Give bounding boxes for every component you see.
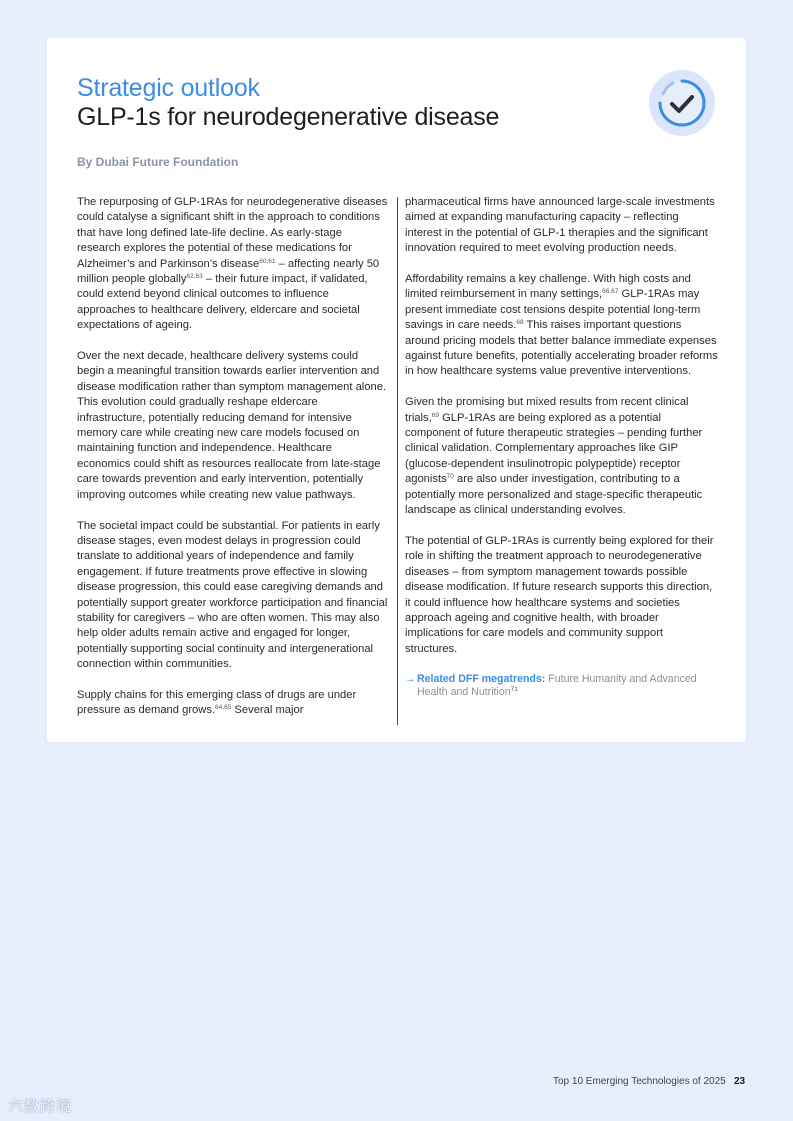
footnote-ref[interactable]: 62,63 (186, 273, 203, 281)
page-title: GLP-1s for neurodegenerative disease (77, 103, 500, 131)
footnote-ref[interactable]: 68 (516, 319, 524, 327)
paragraph: Over the next decade, healthcare delivery systems could begin a meaningful transition towards earlier intervention and disease modification rather than symptom management alone. This evolution could gradually reshape eldercare infrastructure, potentially reducing demand for intensive memory care while creating new care models focused on maintaining function and independence. Healthcare economics could shift as resources reallocate from late-stage care towards prevention and early intervention, potentially improving outcomes while creating new value pathways. (77, 350, 387, 501)
page-number: 23 (734, 1076, 746, 1087)
footnote-ref[interactable]: 66,67 (602, 288, 619, 296)
related-megatrends-link[interactable]: → Related DFF megatrends: Future Humanity and Advanced Health and Nutrition$^{71}$ (405, 672, 697, 698)
paragraph: Supply chains for this emerging class of drugs are under pressure as demand grows.$^{64,65}$ Several major (77, 688, 357, 717)
right-column (405, 195, 718, 699)
left-column (77, 195, 388, 734)
related-label: Related DFF megatrends: (417, 672, 546, 685)
watermark: 六数跨境 (8, 1098, 73, 1115)
paragraph: Affordability remains a key challenge. With high costs and limited reimbursement in many settings,$^{66,67}$ GLP-1RAs may present immediate cost tensions despite potential long-term savings in care needs.$^{68}$ This raises important questions around pricing models that better balance immediate expenses against future benefits, potentially accelerating broader reforms in how healthcare systems value preventive interventions. (405, 273, 718, 378)
paragraph: The potential of GLP-1RAs is currently being explored for their role in shifting the treatment approach to neurodegenerative diseases – from symptom management towards possible disease modification. If future research supports this direction, it could influence how healthcare systems and societies approach ageing and cognitive health, with broader implications for care models and community support structures. (405, 534, 714, 655)
footnote-ref[interactable]: 64,65 (215, 704, 232, 712)
footnote-ref[interactable]: 71 (510, 685, 518, 693)
column-divider (397, 197, 398, 725)
arrow-right-icon: → (405, 672, 416, 685)
footnote-ref[interactable]: 70 (446, 473, 454, 481)
footnote-ref[interactable]: 60,61 (259, 257, 276, 265)
paragraph: The repurposing of GLP-1RAs for neurodegenerative diseases could catalyse a significant shift in the approach to conditions that have long defined late-life decline. As early-stage research explores the potential of these medications for Alzheimer’s and Parkinson’s disease$^{60,61}$ – affecting nearly 50 million people globally$^{62,63}$ – their future impact, if validated, could extend beyond clinical outcomes to influence approaches to healthcare delivery, eldercare and societal expectations of ageing. (77, 196, 388, 332)
article-card (47, 38, 746, 742)
check-circle-icon (649, 70, 715, 136)
byline: By Dubai Future Foundation (77, 155, 239, 169)
paragraph: The societal impact could be substantial. For patients in early disease stages, even modest delays in progression could translate to additional years of independence and family engagement. If future treatments prove effective in slowing disease progression, this could ease caregiving demands and potentially support greater workforce participation and financial stability for caregivers – who are often women. This may also help older adults remain active and engaged for longer, potentially supporting social continuity and intergenerational connection within communities. (77, 519, 388, 671)
section-kicker: Strategic outlook (77, 74, 260, 102)
paragraph: pharmaceutical firms have announced large-scale investments aimed at expanding manufacturing capacity – reflecting interest in the potential of GLP-1 therapies and the significant innovation required to meet evolving production needs. (405, 196, 715, 255)
footer-report-title: Top 10 Emerging Technologies of 2025 (553, 1076, 726, 1087)
footnote-ref[interactable]: 69 (431, 411, 439, 419)
paragraph: Given the promising but mixed results from recent clinical trials,$^{69}$ GLP-1RAs are being explored as a potential component of future therapeutic strategies – pending further clinical validation. Complementary approaches like GIP (glucose-dependent insulinotropic polypeptide) receptor agonists$^{70}$ are also under investigation, contributing to a potentially more personalized and stage-specific therapeutic landscape as clinical understanding evolves. (405, 396, 703, 517)
